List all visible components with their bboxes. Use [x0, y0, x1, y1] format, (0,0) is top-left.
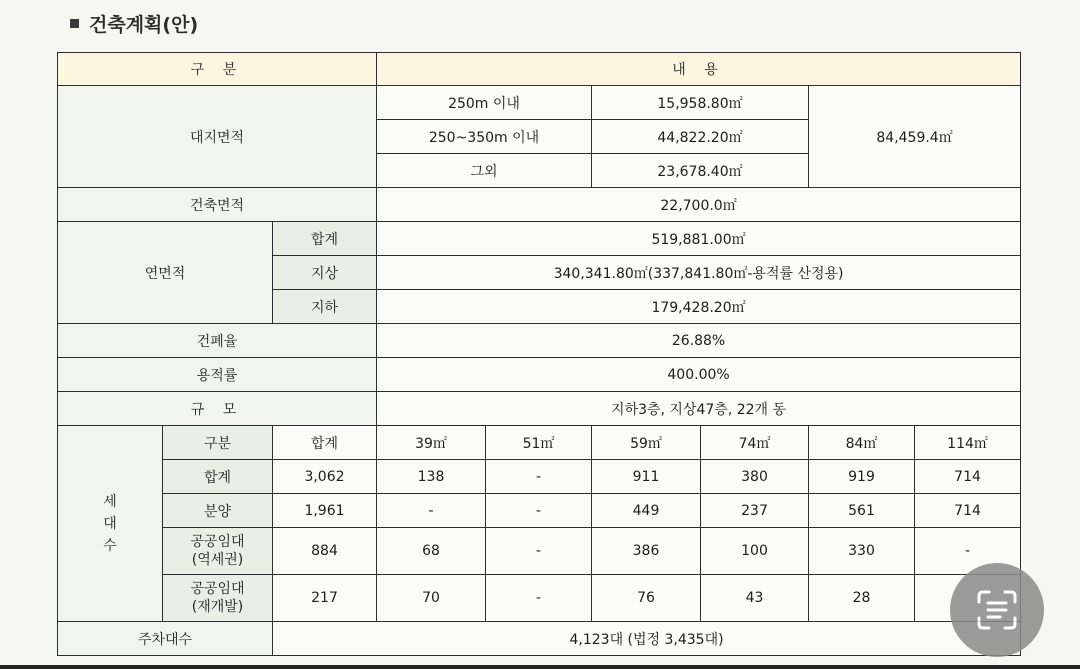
page-title: [70, 10, 198, 37]
site-area-label: 대지면적: [58, 86, 377, 188]
coverage-value: 26.88%: [377, 324, 1021, 358]
building-area-label: 건축면적: [58, 188, 377, 222]
table-header-row: [58, 53, 1021, 86]
text-scan-icon: [975, 588, 1019, 632]
building-area-value: 22,700.0㎡: [377, 188, 1021, 222]
header-category: 구 분: [58, 53, 377, 86]
site-area-value: 44,822.20㎡: [592, 120, 809, 154]
households-column-header: 74㎡: [701, 426, 809, 460]
households-column-header: 51㎡: [486, 426, 592, 460]
households-column-header: 114㎡: [915, 426, 1021, 460]
building-area-row: [58, 188, 1021, 222]
households-cell: 561: [809, 494, 915, 528]
households-cell: 911: [592, 460, 701, 494]
site-area-total: 84,459.4㎡: [809, 86, 1021, 188]
header-content: 내 용: [377, 53, 1021, 86]
households-cell: -: [915, 528, 1021, 575]
far-row: [58, 358, 1021, 392]
floor-area-value: 519,881.00㎡: [377, 222, 1021, 256]
households-cell: -: [377, 494, 486, 528]
households-row: [58, 575, 1021, 622]
page-title-text: 건축계획(안): [89, 14, 199, 36]
coverage-label: 건폐율: [58, 324, 377, 358]
floor-area-value: 179,428.20㎡: [377, 290, 1021, 324]
bottom-edge: [0, 665, 1080, 669]
households-cell: 330: [809, 528, 915, 575]
households-cell: 28: [809, 575, 915, 622]
building-plan-table: [57, 52, 1021, 656]
households-row-label: 공공임대 (재개발): [163, 575, 273, 622]
floor-area-sub-label: 합계: [273, 222, 377, 256]
households-cell: 386: [592, 528, 701, 575]
households-row: [58, 528, 1021, 575]
households-row: [58, 460, 1021, 494]
far-value: 400.00%: [377, 358, 1021, 392]
households-cell: 1,961: [273, 494, 377, 528]
households-cell: 380: [701, 460, 809, 494]
households-cell: 70: [377, 575, 486, 622]
households-column-header: 59㎡: [592, 426, 701, 460]
parking-row: [58, 622, 1021, 656]
households-label: 세 대 수: [58, 426, 163, 622]
households-column-header: 합계: [273, 426, 377, 460]
households-row-label: 분양: [163, 494, 273, 528]
text-scan-button[interactable]: [950, 563, 1044, 657]
households-cell: 237: [701, 494, 809, 528]
households-column-header: 84㎡: [809, 426, 915, 460]
households-cell: 714: [915, 494, 1021, 528]
scale-row: [58, 392, 1021, 426]
site-area-value: 23,678.40㎡: [592, 154, 809, 188]
floor-area-label: 연면적: [58, 222, 273, 324]
households-column-header: 39㎡: [377, 426, 486, 460]
site-area-range: 그외: [377, 154, 592, 188]
households-cell: 3,062: [273, 460, 377, 494]
far-label: 용적률: [58, 358, 377, 392]
floor-area-row: [58, 222, 1021, 256]
households-cell: -: [486, 460, 592, 494]
households-row-label: 합계: [163, 460, 273, 494]
households-cell: -: [486, 494, 592, 528]
parking-value: 4,123대 (법정 3,435대): [273, 622, 1021, 656]
households-cell: 76: [592, 575, 701, 622]
households-cell: 884: [273, 528, 377, 575]
site-area-range: 250m 이내: [377, 86, 592, 120]
floor-area-sub-label: 지상: [273, 256, 377, 290]
households-cell: 714: [915, 460, 1021, 494]
site-area-row: [58, 86, 1021, 120]
site-area-value: 15,958.80㎡: [592, 86, 809, 120]
households-header-row: [58, 426, 1021, 460]
households-column-header: 구분: [163, 426, 273, 460]
households-cell: -: [486, 575, 592, 622]
households-cell: 68: [377, 528, 486, 575]
households-row-label: 공공임대 (역세권): [163, 528, 273, 575]
households-cell: 919: [809, 460, 915, 494]
site-area-range: 250~350m 이내: [377, 120, 592, 154]
households-cell: 138: [377, 460, 486, 494]
floor-area-sub-label: 지하: [273, 290, 377, 324]
households-cell: 217: [273, 575, 377, 622]
floor-area-value: 340,341.80㎡(337,841.80㎡-용적률 산정용): [377, 256, 1021, 290]
scale-label: 규 모: [58, 392, 377, 426]
households-cell: 100: [701, 528, 809, 575]
scale-value: 지하3층, 지상47층, 22개 동: [377, 392, 1021, 426]
title-bullet-icon: [70, 19, 79, 28]
households-row: [58, 494, 1021, 528]
coverage-row: [58, 324, 1021, 358]
households-cell: 43: [701, 575, 809, 622]
households-cell: -: [486, 528, 592, 575]
parking-label: 주차대수: [58, 622, 273, 656]
households-cell: 449: [592, 494, 701, 528]
